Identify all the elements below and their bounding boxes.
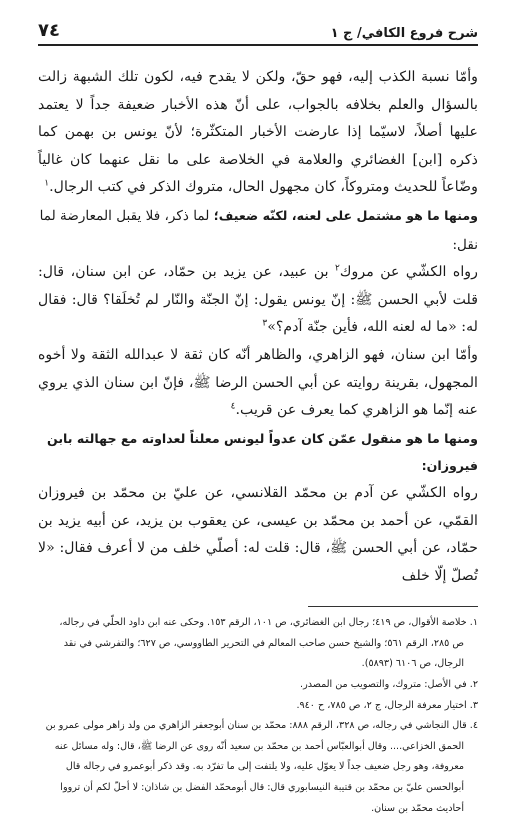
footnote-ref: ٣ [262,318,268,329]
paragraph [38,342,478,425]
footnote-text: خلاصة الأقوال، ص ٤١٩؛ رجال ابن الغضائري، ص ١٠١، الرقم ١٥٣. وحكى عنه ابن داود الحلّي في رجاله، [59,617,467,629]
paragraph-text: بن عبيد، عن يزيد بن حمّاد، عن ابن سنان، قال: قلت لأبي الحسن ﷺ: إنّ يونس يقول: إنّ الجنّة والنّار لم تُخلَقا؟ قال: فقال له: «ما له لعنه الله، فأين جنّة آدم؟» [38,264,478,336]
page-number: ٧٤ [38,20,60,41]
section-heading-text: ومنها ما هو مشتمل على لعنه، لكنّه ضعيف؛ [213,207,478,223]
section-heading [38,202,478,259]
footnote-ref: ١ [44,178,50,189]
footnote-number: ٢. [469,679,478,691]
paragraph-text: وأمّا نسبة الكذب إليه، فهو حقّ، ولكن لا يقدح فيه، لكون تلك الشبهة زالت بالسؤال والعلم بخلافه بالجواب، على أنّ هذه الأخبار ضعيفة جداً لا يعتمد عليها أصلاً، لاسيّما إذا عارضت الأخبار المتكثّرة؛ لأنّ يونس بن بهمن كما ذكره [ابن] الغضائري والعلامة في الخلاصة على ما نقل عنهما كان غالياً وضّاعاً للحديث ومتروكاً، كان مجهول الحال، متروك الذكر في كتب الرجال. [38,69,478,196]
footnote [38,696,478,717]
main-text [38,64,478,590]
paragraph [38,64,478,202]
footnote [38,675,478,696]
paragraph: رواه الكشّي عن آدم بن محمّد القلانسي، عن عليّ بن محمّد بن فيروزان القمّي، عن أحمد بن محمّد بن عيسى، عن يعقوب بن يزيد، عن أبيه يزيد بن حمّاد، عن أبي الحسن ﷺ، قال: قلت له: أصلّي خلف من لا أعرف فقال: «لا تُصلّ إلّا خلف [38,484,478,584]
section-heading-text: ومنها ما هو منقول عمّن كان عدواً ليونس معلناً لعداوته مع جهالته بابن فيروزان: [47,430,478,474]
paragraph-text: وأمّا ابن سنان، فهو الزاهري، والظاهر أنّه كان ثقة لا عبدالله الثقة ولا أخوه المجهول، بقرينة روايته عن أبي الحسن الرضا ﷺ، فإنّ ابن سنان الذي يروي عنه إنّما هو الزاهري كما يعرف عن قريب. [38,346,478,419]
footnotes [38,613,478,819]
footnote-ref: ٤ [230,401,236,412]
footnote-ref: ٢ [335,263,340,274]
footnote-continuation: ص ٢٨٥، الرقم ٥٦١؛ والشيخ حسن صاحب المعالم في التحرير الطاووسي، ص ٦٢٧؛ والتفرشي في نقد الرجال، ص ٦١٠٦ (٥٨٩٣). [63,637,464,670]
footnote-divider [308,606,478,607]
running-title: شرح فروع الكافي/ ج ١ [330,26,478,41]
section-heading [38,425,478,480]
footnote-text: قال النجاشي في رجاله، ص ٣٢٨، الرقم ٨٨٨: محمّد بن سنان أبوجعفر الزاهري من ولد زاهر مولى عمرو بن [45,720,467,732]
footnote-number: ٤. [469,720,478,732]
footnote [38,716,478,737]
section-heading-rest: لما ذكر، فلا يقبل المعارضة لما نقل: [39,207,478,253]
page-header [38,22,478,46]
footnote-number: ١. [469,617,478,629]
footnote-text: في الأصل: متروك، والتصويب من المصدر. [300,679,467,691]
paragraph [38,259,478,342]
paragraph-text: رواه الكشّي عن مروك [339,264,478,281]
footnote-text: اختيار معرفة الرجال، ج ٢، ص ٧٨٥، ح ٩٤٠. [296,699,467,711]
footnote [38,613,478,634]
footnote-number: ٣. [469,699,478,711]
footnote-continuation: الحمق الخزاعي.... وقال أبوالعبّاس أحمد بن محمّد بن سعيد أنّه روى عن الرضا ﷺ، قال: وله مسائل عنه معروفة، وهو رجل ضعيف جداً لا يعوّل عليه، ولا يلتفت إلى ما تفرّد به. وقد ذكر أبوعمرو في رجاله قال أبوالحسن عليّ بن محمّد بن قتيبة النيسابوري قال: قال أبومحمّد الفضل بن شاذان: لا أحلّ لكم أن ترووا أحاديث محمّد بن سنان. [54,740,464,814]
